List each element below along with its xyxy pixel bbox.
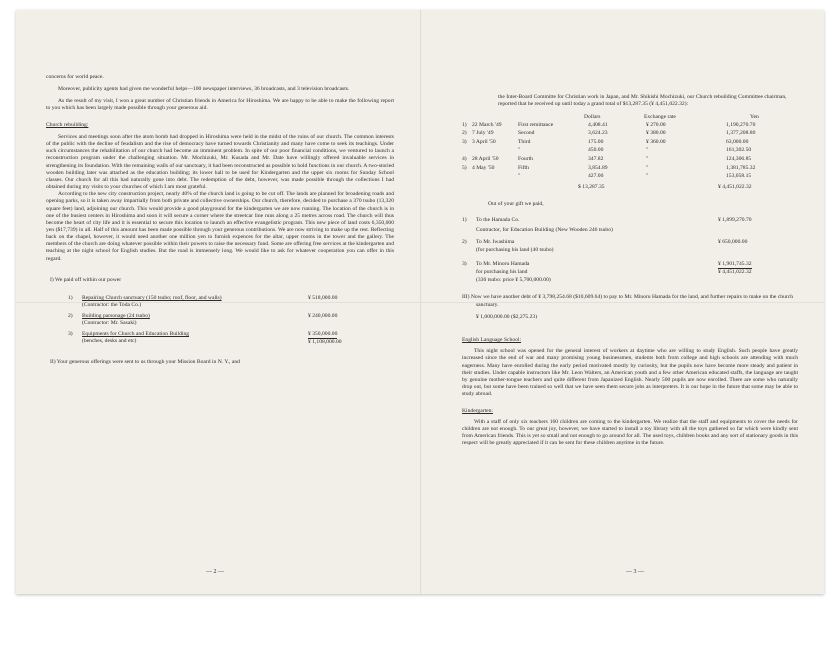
remittance-dollars: 347.82 bbox=[588, 155, 604, 162]
page-number: — 3 — bbox=[626, 568, 644, 575]
paragraph: With a staff of only six teachers 160 children are coming to the kindergarten. We realize that the staff and equipments to cover the needs for children are not enough. To our great joy, however, we have started to install a toy library with all the toys gathered so far which were kindly sent from American friends. This is yet so small and not enough to go around for all. The used toys, children books and any sort of stationary goods in this respect will be greatly appreciated if it can be sent for these children anytime in the future. bbox=[462, 418, 798, 446]
section-heading: Church rebuilding: bbox=[46, 121, 89, 128]
list-heading: II) Your generous offerings were sent to us through your Mission Board in N. Y., and bbox=[50, 358, 240, 365]
payments-total: ¥ 4,451,022.32 bbox=[718, 268, 752, 275]
column-header: Yen bbox=[750, 113, 759, 120]
remittance-n: 4) bbox=[462, 155, 467, 162]
remittance-dollars: 4,408.41 bbox=[588, 121, 608, 128]
remittance-label: " bbox=[518, 173, 521, 180]
remittance-label: Third bbox=[518, 138, 531, 145]
remittance-dollars: 175.00 bbox=[588, 138, 604, 145]
remittance-rate: ¥ 380.00 bbox=[646, 130, 666, 137]
remittance-yen: 124,306.85 bbox=[726, 155, 752, 162]
letter-sheet bbox=[16, 10, 824, 594]
remittance-label: Fifth bbox=[518, 164, 529, 171]
paragraph: ¥ 1,000,000.00 ($2,275.23) bbox=[476, 314, 538, 321]
remittance-dollars: 427.00 bbox=[588, 173, 604, 180]
remittance-rate: " bbox=[646, 155, 649, 162]
remittance-label: Second bbox=[518, 130, 535, 137]
remittance-date: 22 March '49 bbox=[472, 121, 502, 128]
remittance-n: 1) bbox=[462, 121, 467, 128]
remittance-dollars: 3,854.89 bbox=[588, 164, 608, 171]
paragraph: the Inter-Board Committe for Christian work in Japan, and Mr. Shikishi Mochizuki, our Church rebuilding Committee chairman, reported that he received up until today a grand total of $13,287.35 (¥ 4,451,022.32): bbox=[498, 93, 787, 107]
column-header: Exchange rate bbox=[644, 113, 676, 120]
remittance-yen: 161,302.50 bbox=[726, 147, 752, 154]
remittance-rate: " bbox=[646, 173, 649, 180]
section-heading: English Language School: bbox=[462, 337, 522, 344]
paragraph: concerns for world peace. bbox=[46, 73, 104, 80]
expense-total: ¥ 1,108,000.00 bbox=[308, 339, 342, 346]
section-heading: Kindergarten: bbox=[462, 408, 493, 415]
paragraph: This night school was opened for the general interest of workers at daytime who are willing to study English. Such people have greatly increased since the end of war and many promising young businessmen, students both from college and high schools are attending with much eagerness. Many have enrolled during the early period motivated mostly by curiosity, but the pupils now have become more steady and patient in their studies. Under capable instructors like Mr. Leon Walters, an American youth and a few other American educated staffs, the language are taught by genuine mother-tongue teachers and quite different from Japanized English. Nearly 500 pupils are now enrolled. There are some who naturally drop out, but some have been trained so well that we have seen them secure jobs as interpreters. It is our hope in the future that some may be able to study abroad. bbox=[462, 348, 798, 398]
payment-item: 3) To Mr. Minoru Hamada ¥ 1,901,745.32 for purchasing his land ¥ 4,451,022.32 (330 tsubo: price ¥ 5,700,000.00) bbox=[462, 260, 752, 283]
remittance-dollars: 3,624.23 bbox=[588, 130, 608, 137]
remittance-date: 28 April '50 bbox=[472, 155, 499, 162]
list-heading: I) We paid off within our power bbox=[50, 277, 122, 284]
expense-item: 3) Equipments for Church and Education Building ¥ 350,000.00 (benches, desks and etc) ¥ 1,108,000.00 bbox=[68, 331, 342, 346]
expense-item: 2) Building parsonage (24 tsubo) ¥ 240,000.00 (Contractor: Mr. Sasaki) bbox=[68, 313, 338, 327]
remittance-yen: 153,058.15 bbox=[726, 173, 752, 180]
paragraph: Out of your gift we paid, bbox=[488, 201, 544, 208]
remittance-date: 3 April '50 bbox=[472, 138, 496, 145]
remittance-n: 5) bbox=[462, 164, 467, 171]
right-page-footer bbox=[462, 10, 798, 594]
remittance-yen: 63,000.00 bbox=[726, 138, 749, 145]
paragraph: III) Now we have another debt of ¥ 3,798,254.68 ($10,609.64) to pay to Mr. Minoru Hamada for the land, and further repairs to make on the church sanctuary. bbox=[462, 294, 794, 308]
remittance-date: 4 May '50 bbox=[472, 164, 495, 171]
remittance-dollars: 450.00 bbox=[588, 147, 604, 154]
remittance-n: 3) bbox=[462, 138, 467, 145]
column-header: Dollars bbox=[584, 113, 601, 120]
payment-item: 1) To the Hamada Co. ¥ 1,899,270.70 Contractor, for Education Building (New Wooden 246 tsubo) bbox=[462, 216, 752, 233]
paragraph: Services and meetings soon after the atom bomb had dropped in Hiroshima were held in the midst of the ruins of our church. The common interests of the public with the decline of feudalism and the rise of democracy have turned towards Christianity and many have come to seek its teachings. Under such circumstances the rehabilitation of our church had become an imminent problem. In spite of our poor financial conditions, we ventured to launch a reconstruction program under the challenging situation. Mr. Mochizuki, Mr. Kusada and Mr. Date have willingly offered invaluable services in strengthening its foundation. With the remaining walls of our sanctuary, it had been reconstructed as possible to hold functions in our church. A two-storied wooden building later was attached as the education building; its lower hall to be used for Kindergarten and the upper six rooms for Sunday School classes. Our church for all this had naturally gone into debt. The redemption of the debt, however, was made possible through the collections I had obtained during my visits to your churches of which I am most grateful. bbox=[46, 133, 394, 191]
remittance-date: 7 July '49 bbox=[472, 130, 494, 137]
payment-item: 2) To Mr. Iwashima ¥ 650,000.00 (for purchasing his land (40 tsubo) bbox=[462, 238, 748, 253]
page-number: — 2 — bbox=[206, 568, 224, 575]
remittance-label: First remittance bbox=[518, 121, 554, 128]
left-page bbox=[46, 68, 394, 652]
remittance-rate: ¥ 270.00 bbox=[646, 121, 666, 128]
paragraph: According to the new city construction project, nearly 40% of the church land is going to be cut off. The lands are planned for broadening roads and opening parks, so it is taken away impartially from both private and collective ownerships. Our church, therefore, decided to purchase a 370 tsubo (13,320 square feet) land, adjoining our church. This would provide a good playground for the kindergarten we are now running. The location of the church is in one of the busiest centers in Hiroshima and soon it will secure a corner where the streetcar line runs along a 25 metres across road. The church will thus become the heart of city life and it is essential to secure this location to launch an effective evangelistic program. This new piece of land costs 6,350,000 yen ($17,739) in all. Half of this amount has been made possible through your generous contributions. We are now striving to make up the rest. Reflecting back on the chapel, however, it would need another one million yen to furnish expences for the altar, upper rooms in the tower and the gallery. The members of the church are doing whatever possible within their powers to raise the necessary fund. Some are offering free services at the kindergarten and teaching at the night school for English studies. But the road is immensely long. We would like to ask for whatever cooperation you can offer in this regard. bbox=[46, 191, 394, 262]
remittance-rate: " bbox=[646, 164, 649, 171]
paragraph: Moreover, publicity agents had given me wonderful helps—100 newspaper interviews, 36 broadcasts, and 3 television broadcasts. bbox=[58, 86, 350, 93]
remittance-label: Fourth bbox=[518, 155, 533, 162]
remittance-label: " bbox=[518, 147, 521, 154]
remittance-yen: 1,381,785.32 bbox=[726, 164, 756, 171]
expense-item: 1) Repairing Church sanctuary (150 tsubo; roof, floor, and walls) ¥ 518,000.00 (Contractor: the Toda Co.) bbox=[68, 295, 338, 309]
remittance-n: 2) bbox=[462, 130, 467, 137]
remittance-rate: " bbox=[646, 147, 649, 154]
remittance-yen: 1,377,208.80 bbox=[726, 130, 756, 137]
paragraph: As the result of my visit, I won a great number of Christian friends in America for Hiroshima. We are happy to be able to make the following report to you which has been largely made possible through your generous aid. bbox=[46, 97, 394, 111]
remittance-yen: 1,190,270.70 bbox=[726, 121, 756, 128]
remittance-total: $ 13,287.35 ¥ 4,451,022.32 bbox=[578, 183, 752, 190]
remittance-rate: ¥ 360.00 bbox=[646, 138, 666, 145]
